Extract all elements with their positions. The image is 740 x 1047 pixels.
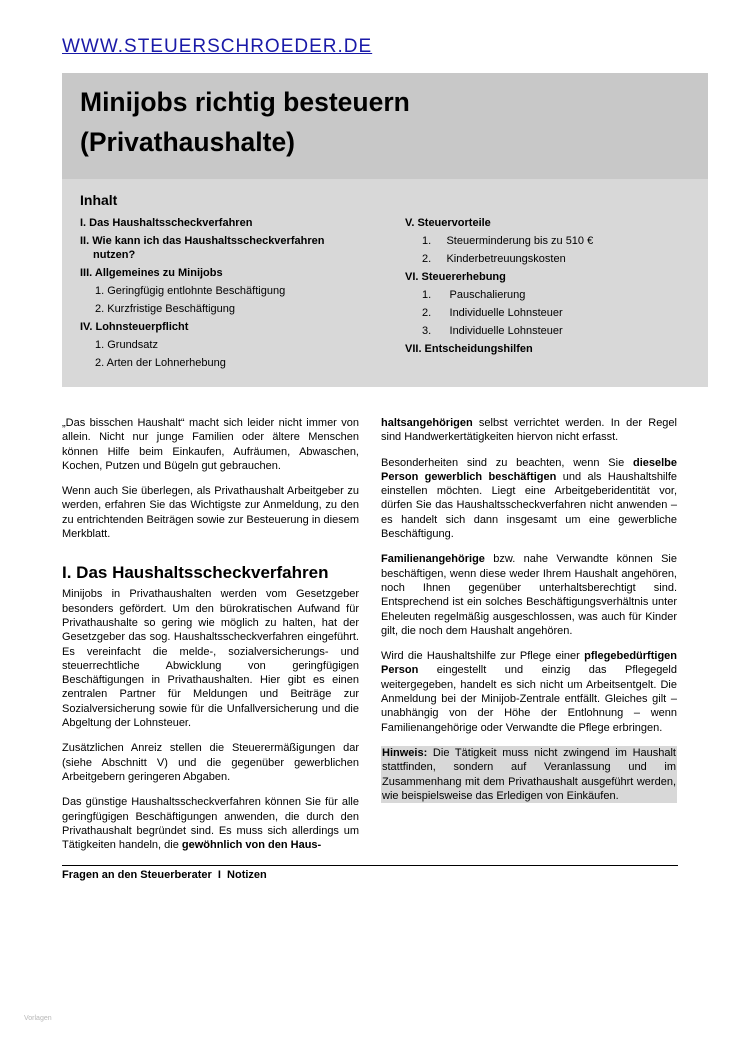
section-1-paragraph-1: Minijobs in Privathaushalten werden vom Gesetzgeber besonders gefördert. Um den bürokratischen Aufwand für Privathaushalte so gering wie möglich zu halten, hat der Gesetzgeber das sog. Haushaltsscheckverfahren eingeführt. Es vereinfacht die melde-, sozialversicherungs- und steuerrechtliche Abwicklung von geringfügigen Beschäftigungen in Privathaushalten. Hier gibt es einen zentralen Partner für Meldungen und Beiträge zur Sozialversicherung sowie für die Unfallversicherung und die Abgeltung der Lohnsteuer. <box>62 588 359 730</box>
footer-label: Fragen an den Steuerberater I Notizen <box>62 869 267 881</box>
toc-item-6-1: 1. Pauschalierung <box>422 289 526 301</box>
paragraph-text: Wird die Haushaltshilfe zur Pflege einer <box>381 650 585 663</box>
table-of-contents <box>62 179 708 387</box>
toc-item-5: V. Steuervorteile <box>405 217 491 229</box>
watermark-text: Vorlagen <box>24 1015 52 1022</box>
hint-label: Hinweis: <box>382 746 428 759</box>
paragraph-text: selbst verrichtet werden. In der Regel sind Handwerkertätigkeiten hiervon nicht erfasst. <box>381 417 677 444</box>
toc-item-6-3: 3. Individuelle Lohnsteuer <box>422 325 563 337</box>
intro-paragraph-2: Wenn auch Sie überlegen, als Privathaushalt Arbeitgeber zu werden, erfahren Sie das Wichtigste zur Anmeldung, zu den zu entrichtenden Beiträgen sowie zur Besteuerung in diesem Merkblatt. <box>62 485 359 541</box>
paragraph-bold-text: haltsangehörigen <box>381 417 473 429</box>
title-banner <box>62 73 708 179</box>
paragraph-text: bzw. nahe Verwandte können Sie beschäftigen, wenn diese weder Ihrem Haushalt angehören, noch Ihnen gegenüber unterhaltsberechtigt sind. Entsprechend ist ein solches Beschäftigungsverhältnis unter Eheleuten regelmäßig ausgeschlossen, was auch für Kinder gilt, die noch dem Haushalt angehören. <box>381 553 677 637</box>
section-heading-1: I. Das Haushaltsscheckverfahren <box>62 563 329 583</box>
right-paragraph-2 <box>381 456 677 542</box>
paragraph-bold-text: Familienangehörige <box>381 553 485 566</box>
toc-item-6: VI. Steuererhebung <box>405 271 506 283</box>
toc-item-5-1: 1. Steuerminderung bis zu 510 € <box>422 235 594 247</box>
toc-item-4-1: 1. Grundsatz <box>95 339 158 351</box>
paragraph-bold-text: pflegebedürftigen Person <box>381 650 677 677</box>
right-column <box>381 416 677 814</box>
toc-heading: Inhalt <box>80 192 118 208</box>
toc-item-4: IV. Lohnsteuerpflicht <box>80 321 189 333</box>
hint-box <box>381 746 677 803</box>
right-paragraph-1 <box>381 416 677 445</box>
toc-item-5-2: 2. Kinderbetreuungskosten <box>422 253 566 265</box>
page-title-line-2: (Privathaushalte) <box>80 127 296 157</box>
toc-item-1: I. Das Haushaltsscheckverfahren <box>80 217 253 229</box>
right-paragraph-4 <box>381 649 677 735</box>
paragraph-bold-text: gewöhnlich von den Haus- <box>181 839 322 852</box>
toc-item-2-cont: nutzen? <box>93 249 136 261</box>
left-column <box>62 416 359 863</box>
right-paragraph-3 <box>381 552 677 638</box>
toc-item-7: VII. Entscheidungshilfen <box>405 343 533 355</box>
toc-item-3: III. Allgemeines zu Minijobs <box>80 267 223 279</box>
toc-item-6-2: 2. Individuelle Lohnsteuer <box>422 307 563 319</box>
toc-item-3-1: 1. Geringfügig entlohnte Beschäftigung <box>95 285 286 297</box>
paragraph-text: Das günstige Haushaltsscheckverfahren können Sie für alle geringfügigen Beschäftigungen anwenden, die durch den Privathaushalt begründet sind. Es muss sich allerdings um Tätigkeiten handeln, die <box>62 796 359 852</box>
hint-text: Die Tätigkeit muss nicht zwingend im Haushalt stattfinden, sondern auf Veranlassung und im Zusammenhang mit dem Privathaushalt ausgeführt werden, wie beispielsweise das Erledigen von Einkäufen. <box>382 746 676 802</box>
page-title-line-1: Minijobs richtig besteuern <box>80 87 410 117</box>
toc-item-3-2: 2. Kurzfristige Beschäftigung <box>95 303 236 315</box>
intro-paragraph-1: „Das bisschen Haushalt“ macht sich leider nicht immer von allein. Nicht nur junge Familien oder ältere Menschen können Hilfe beim Einkaufen, Aufräumen, Abwaschen, Kochen, Putzen und Bügeln gut gebrauchen. <box>62 417 359 472</box>
paragraph-text: eingestellt und einzig das Pflegegeld weitergegeben, handelt es sich nicht um Arbeitsentgelt. Die Anmeldung bei der Minijob-Zentrale entfällt. Gleiches gilt – unabhängig von der Höhe der Entlohnung – wenn Familienangehörige oder Verwandte die Pflege erbringen. <box>381 664 677 734</box>
paragraph-text: und als Haushaltshilfe einstellen möchten. Liegt eine Arbeitgeberidentität vor, dürfen Sie das Haushaltsscheckverfahren nicht anwenden – es handelt sich dann insgesamt um eine gewerbliche Beschäftigung. <box>381 470 677 541</box>
paragraph-text: Besonderheiten sind zu beachten, wenn Sie <box>381 456 633 469</box>
footer-divider <box>62 865 678 866</box>
section-1-paragraph-3 <box>62 795 359 852</box>
toc-item-4-2: 2. Arten der Lohnerhebung <box>95 357 226 369</box>
section-1-paragraph-2: Zusätzlichen Anreiz stellen die Steuerermäßigungen dar (siehe Abschnitt V) und die gegenüber gewerblichen Arbeitgebern geringeren Abgaben. <box>62 742 359 783</box>
toc-item-2: II. Wie kann ich das Haushaltsscheckverfahren <box>80 235 325 247</box>
website-url-link[interactable]: WWW.STEUERSCHROEDER.DE <box>62 36 373 57</box>
paragraph-bold-text: dieselbe Person gewerblich beschäftigen <box>381 456 677 483</box>
